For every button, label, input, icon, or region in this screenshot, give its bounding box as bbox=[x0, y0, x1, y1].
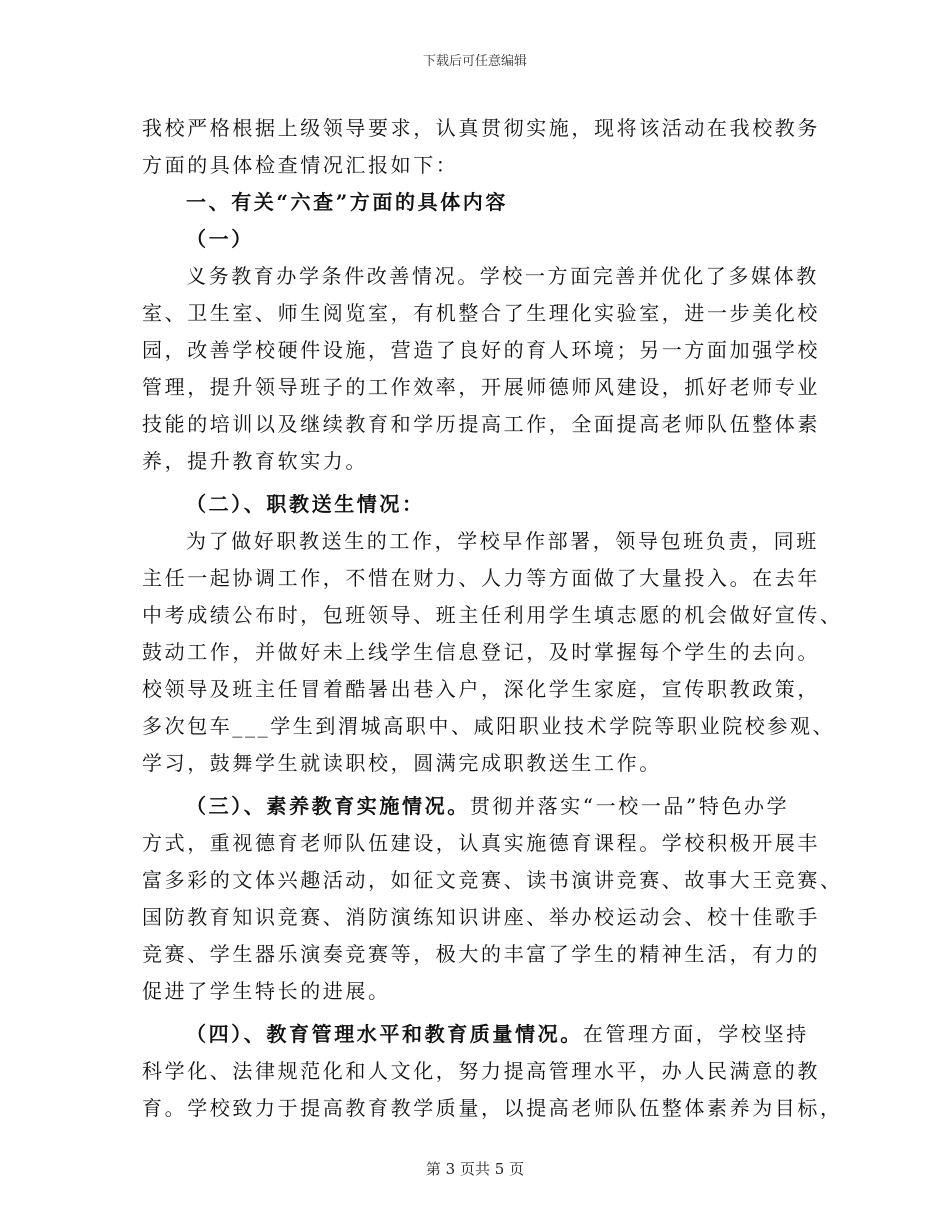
page-footer: 第 3 页共 5 页 bbox=[425, 1160, 525, 1178]
paragraph-line: 国防教育知识竞赛、消防演练知识讲座、举办校运动会、校十佳歌手 bbox=[142, 905, 820, 929]
paragraph-line: 多次包车___学生到渭城高职中、咸阳职业技术学院等职业院校参观、 bbox=[142, 714, 836, 738]
paragraph-line: 育。学校致力于提高教育教学质量，以提高老师队伍整体素养为目标， bbox=[142, 1096, 843, 1120]
page-header: 下载后可任意编辑 bbox=[422, 54, 527, 69]
paragraph-line: 促进了学生特长的进展。 bbox=[142, 979, 391, 1003]
paragraph-line bbox=[142, 788, 822, 825]
paragraph-line: 我校严格根据上级领导要求，认真贯彻实施，现将该活动在我校教务 bbox=[142, 116, 820, 140]
paragraph-line: 方面的具体检查情况汇报如下： bbox=[142, 153, 459, 177]
paragraph-line: 学习，鼓舞学生就读职校，圆满完成职教送生工作。 bbox=[142, 751, 662, 775]
paragraph-line: 鼓动工作，并做好未上线学生信息登记，及时掌握每个学生的去向。 bbox=[142, 640, 820, 664]
paragraph-line: 义务教育办学条件改善情况。学校一方面完善并优化了多媒体教 bbox=[186, 264, 819, 288]
subsection-heading: （二）、职教送生情况： bbox=[186, 492, 425, 516]
subsection-heading: （三）、素养教育实施情况。 bbox=[186, 794, 470, 818]
paragraph-line: 方式，重视德育老师队伍建设，认真实施德育课程。学校积极开展丰 bbox=[142, 831, 820, 855]
paragraph-line: 园，改善学校硬件设施，营造了良好的育人环境；另一方面加强学校 bbox=[142, 338, 820, 362]
paragraph-text: 贯彻并落实“一校一品”特色办学 bbox=[469, 794, 790, 818]
document-body bbox=[142, 110, 843, 1127]
section-heading: 一、有关“六查”方面的具体内容 bbox=[186, 190, 509, 214]
paragraph-line: 为了做好职教送生的工作，学校早作部署，领导包班负责，同班 bbox=[186, 529, 819, 553]
paragraph-line: 校领导及班主任冒着酷暑出巷入户，深化学生家庭，宣传职教政策， bbox=[142, 677, 820, 701]
paragraph-line: 技能的培训以及继续教育和学历提高工作，全面提高老师队伍整体素 bbox=[142, 412, 820, 436]
paragraph-line: 主任一起协调工作，不惜在财力、人力等方面做了大量投入。在去年 bbox=[142, 566, 820, 590]
paragraph-line: 管理，提升领导班子的工作效率，开展师德师风建设，抓好老师专业 bbox=[142, 375, 820, 399]
subsection-heading: （一） bbox=[186, 227, 254, 251]
paragraph-line: 富多彩的文体兴趣活动，如征文竞赛、读书演讲竞赛、故事大王竞赛、 bbox=[142, 868, 843, 892]
subsection-heading: （四）、教育管理水平和教育质量情况。 bbox=[186, 1022, 583, 1046]
paragraph-text: 在管理方面，学校坚持 bbox=[582, 1022, 809, 1046]
paragraph-line bbox=[142, 1016, 822, 1053]
paragraph-line: 竞赛、学生器乐演奏竞赛等，极大的丰富了学生的精神生活，有力的 bbox=[142, 942, 820, 966]
paragraph-line: 养，提升教育软实力。 bbox=[142, 449, 368, 473]
paragraph-line: 科学化、法律规范化和人文化，努力提高管理水平，办人民满意的教 bbox=[142, 1059, 820, 1083]
paragraph-line: 室、卫生室、师生阅览室，有机整合了生理化实验室，进一步美化校 bbox=[142, 301, 820, 325]
paragraph-line: 中考成绩公布时，包班领导、班主任利用学生填志愿的机会做好宣传、 bbox=[142, 603, 843, 627]
